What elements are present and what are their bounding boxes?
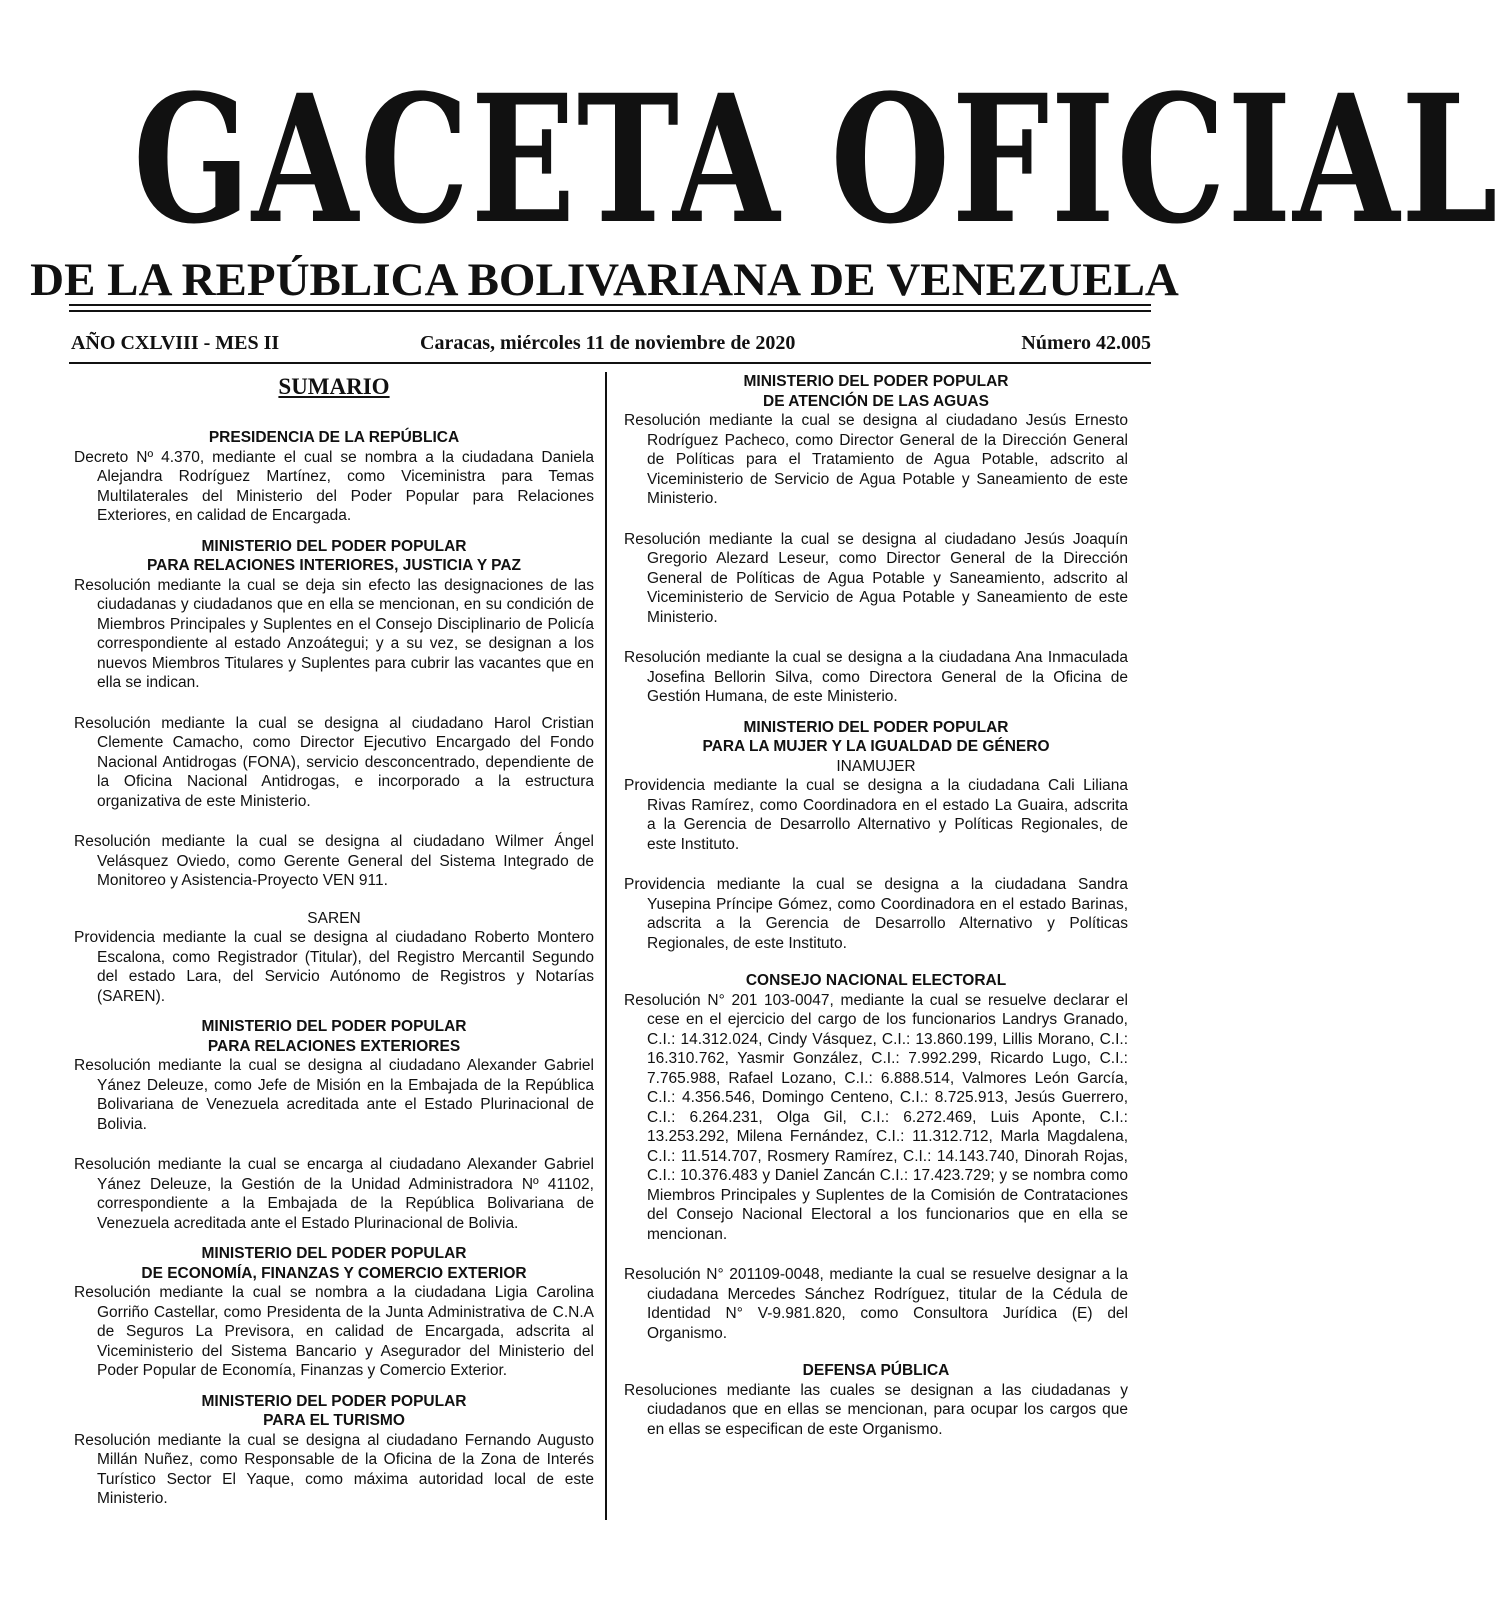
summary-entry: Resolución mediante la cual se designa al ciudadano Alexander Gabriel Yánez Deleuze, como Jefe de Misión en la Embajada de la República Bolivariana de Venezuela acreditada ante el Estado Plurinacional de Bolivia. (74, 1057, 594, 1133)
summary-entry: Resolución mediante la cual se designa al ciudadano Jesús Ernesto Rodríguez Pacheco, como Director General de la Dirección General de Políticas para el Tratamiento de Agua Potable, adscrito al Viceministerio de Servicio de Agua Potable y Saneamiento de este Ministerio. (624, 412, 1128, 507)
section-heading: MINISTERIO DEL PODER POPULAR (743, 718, 1009, 736)
left-column (74, 372, 594, 1509)
summary-entry: Resoluciones mediante las cuales se designan a las ciudadanas y ciudadanos que en ellas se mencionan, para ocupar los cargos que en ellas se especifican de este Organismo. (624, 1381, 1128, 1438)
issue-info-bar (69, 330, 1151, 356)
summary-entry: Decreto Nº 4.370, mediante el cual se nombra a la ciudadana Daniela Alejandra Rodríguez Martínez, como Viceministra para Temas Multilaterales del Ministerio del Poder Popular para Relaciones Exteriores, en calidad de Encargada. (74, 448, 594, 524)
summary-entry: Resolución mediante la cual se designa al ciudadano Harol Cristian Clemente Camacho, como Director Ejecutivo Encargado del Fondo Nacional Antidrogas (FONA), servicio desconcentrado, dependiente de la Oficina Nacional Antidrogas, e incorporado a la estructura organizativa de este Ministerio. (74, 714, 594, 810)
summary-entry: Resolución N° 201 103-0047, mediante la cual se resuelve declarar el cese en el ejercicio del cargo de los funcionarios Landrys Granado, C.I.: 14.312.024, Cindy Vásquez, C.I.: 13.860.199, Lillis Morano, C.I.: 16.310.762, Yasmir González, C.I.: 7.992.299, Ricardo Lugo, C.I.: 7.765.988, Rafael Lozano, C.I.: 6.888.514, Valmores León García, C.I.: 4.356.546, Domingo Centeno, C.I.: 8.725.913, Jesús Guerrero, C.I.: 6.264.231, Olga Gil, C.I.: 6.272.469, Luis Aponte, C.I.: 13.253.292, Milena Fernández, C.I.: 11.312.712, Marla Magdalena, C.I.: 11.514.707, Rosmery Ramírez, C.I.: 14.143.740, Dinorah Rojas, C.I.: 10.376.483 y Daniel Zancán C.I.: 17.423.729; y se nombra como Miembros Principales y Suplentes de la Comisión de Contrataciones del Consejo Nacional Electoral a los funcionarios que en ella se mencionan. (624, 991, 1128, 1243)
section-heading: PARA EL TURISMO (263, 1412, 405, 1429)
summary-entry: Resolución mediante la cual se encarga al ciudadano Alexander Gabriel Yánez Deleuze, la Gestión de la Unidad Administradora Nº 41102, correspondiente a la Embajada de la República Bolivariana de Venezuela acreditada ante el Estado Plurinacional de Bolivia. (74, 1156, 594, 1232)
top-rule-double (69, 310, 1151, 312)
section-heading: MINISTERIO DEL PODER POPULAR (743, 373, 1009, 390)
summary-entry: Resolución mediante la cual se nombra a la ciudadana Ligia Carolina Gorriño Castellar, como Presidenta de la Junta Administrativa de C.N.A de Seguros La Previsora, en calidad de Encargada, adscrita al Viceministerio del Sistema Bancario y Asegurador del Ministerio del Poder Popular de Economía, Finanzas y Comercio Exterior. (74, 1284, 594, 1379)
issue-year-month: AÑO CXLVIII - MES II (71, 332, 280, 354)
section-subheading: INAMUJER (836, 757, 916, 775)
right-column (624, 372, 1128, 1439)
masthead-title: GACETA OFICIAL (132, 56, 1499, 263)
section-heading: MINISTERIO DEL PODER POPULAR (201, 1018, 467, 1035)
sumario-title: SUMARIO (278, 374, 390, 399)
section-subheading: SAREN (307, 909, 361, 927)
info-rule (69, 362, 1151, 364)
section-heading: PARA RELACIONES INTERIORES, JUSTICIA Y PAZ (146, 557, 522, 574)
section-heading: DE ATENCIÓN DE LAS AGUAS (763, 392, 989, 410)
summary-entry: Resolución mediante la cual se designa al ciudadano Fernando Augusto Millán Nuñez, como Responsable de la Oficina de la Zona de Interés Turístico Sector El Yaque, como máxima autoridad local de este Ministerio. (74, 1431, 594, 1507)
issue-date: Caracas, miércoles 11 de noviembre de 2020 (420, 332, 796, 354)
summary-entry: Resolución mediante la cual se deja sin efecto las designaciones de las ciudadanas y ciudadanos que en ella se mencionan, en su condición de Miembros Principales y Suplentes en el Consejo Disciplinario de Policía correspondiente al estado Anzoátegui; y a su vez, se designan a los nuevos Miembros Titulares y Suplentes para cubrir las vacantes que en ella se indican. (74, 576, 594, 691)
section-heading: PARA RELACIONES EXTERIORES (207, 1037, 461, 1055)
section-heading: DEFENSA PÚBLICA (802, 1362, 950, 1379)
summary-entry: Resolución mediante la cual se designa al ciudadano Jesús Joaquín Gregorio Alezard Leseur, como Director General de la Dirección General de Políticas de Agua Potable y Saneamiento, adscrito al Viceministerio de Servicio de Agua Potable y Saneamiento de este Ministerio. (624, 530, 1128, 626)
summary-entry: Providencia mediante la cual se designa a la ciudadana Cali Liliana Rivas Ramírez, como Coordinadora en el estado La Guaira, adscrita a la Gerencia de Desarrollo Alternativo y Políticas Regionales, de este Instituto. (624, 777, 1128, 853)
summary-entry: Providencia mediante la cual se designa al ciudadano Roberto Montero Escalona, como Registrador (Titular), del Registro Mercantil Segundo del estado Lara, del Servicio Autónomo de Registros y Notarías (SAREN). (74, 929, 594, 1005)
section-heading: MINISTERIO DEL PODER POPULAR (201, 1392, 467, 1410)
summary-entry: Providencia mediante la cual se designa a la ciudadana Sandra Yusepina Príncipe Gómez, como Coordinadora en el estado Barinas, adscrita a la Gerencia de Desarrollo Alternativo y Políticas Regionales, de este Instituto. (624, 876, 1128, 952)
column-divider (605, 372, 607, 1520)
top-rule (69, 304, 1151, 306)
masthead-subtitle: DE LA REPÚBLICA BOLIVARIANA DE VENEZUELA (30, 254, 1179, 306)
summary-entry: Resolución N° 201109-0048, mediante la cual se resuelve designar a la ciudadana Mercedes Sánchez Rodríguez, titular de la Cédula de Identidad N° V-9.981.820, como Consultora Jurídica (E) del Organismo. (624, 1266, 1128, 1342)
section-heading: MINISTERIO DEL PODER POPULAR (201, 537, 467, 555)
summary-entry: Resolución mediante la cual se designa a la ciudadana Ana Inmaculada Josefina Bellorin Silva, como Directora General de la Oficina de Gestión Humana, de este Ministerio. (624, 649, 1128, 705)
section-heading: PRESIDENCIA DE LA REPÚBLICA (208, 429, 460, 446)
issue-number: Número 42.005 (1021, 332, 1151, 354)
summary-entry: Resolución mediante la cual se designa al ciudadano Wilmer Ángel Velásquez Oviedo, como Gerente General del Sistema Integrado de Monitoreo y Asistencia-Proyecto VEN 911. (74, 833, 594, 889)
section-heading: MINISTERIO DEL PODER POPULAR (201, 1245, 467, 1262)
section-heading: CONSEJO NACIONAL ELECTORAL (745, 972, 1007, 989)
section-heading: PARA LA MUJER Y LA IGUALDAD DE GÉNERO (702, 738, 1050, 755)
section-heading: DE ECONOMÍA, FINANZAS Y COMERCIO EXTERIOR (141, 1264, 527, 1282)
